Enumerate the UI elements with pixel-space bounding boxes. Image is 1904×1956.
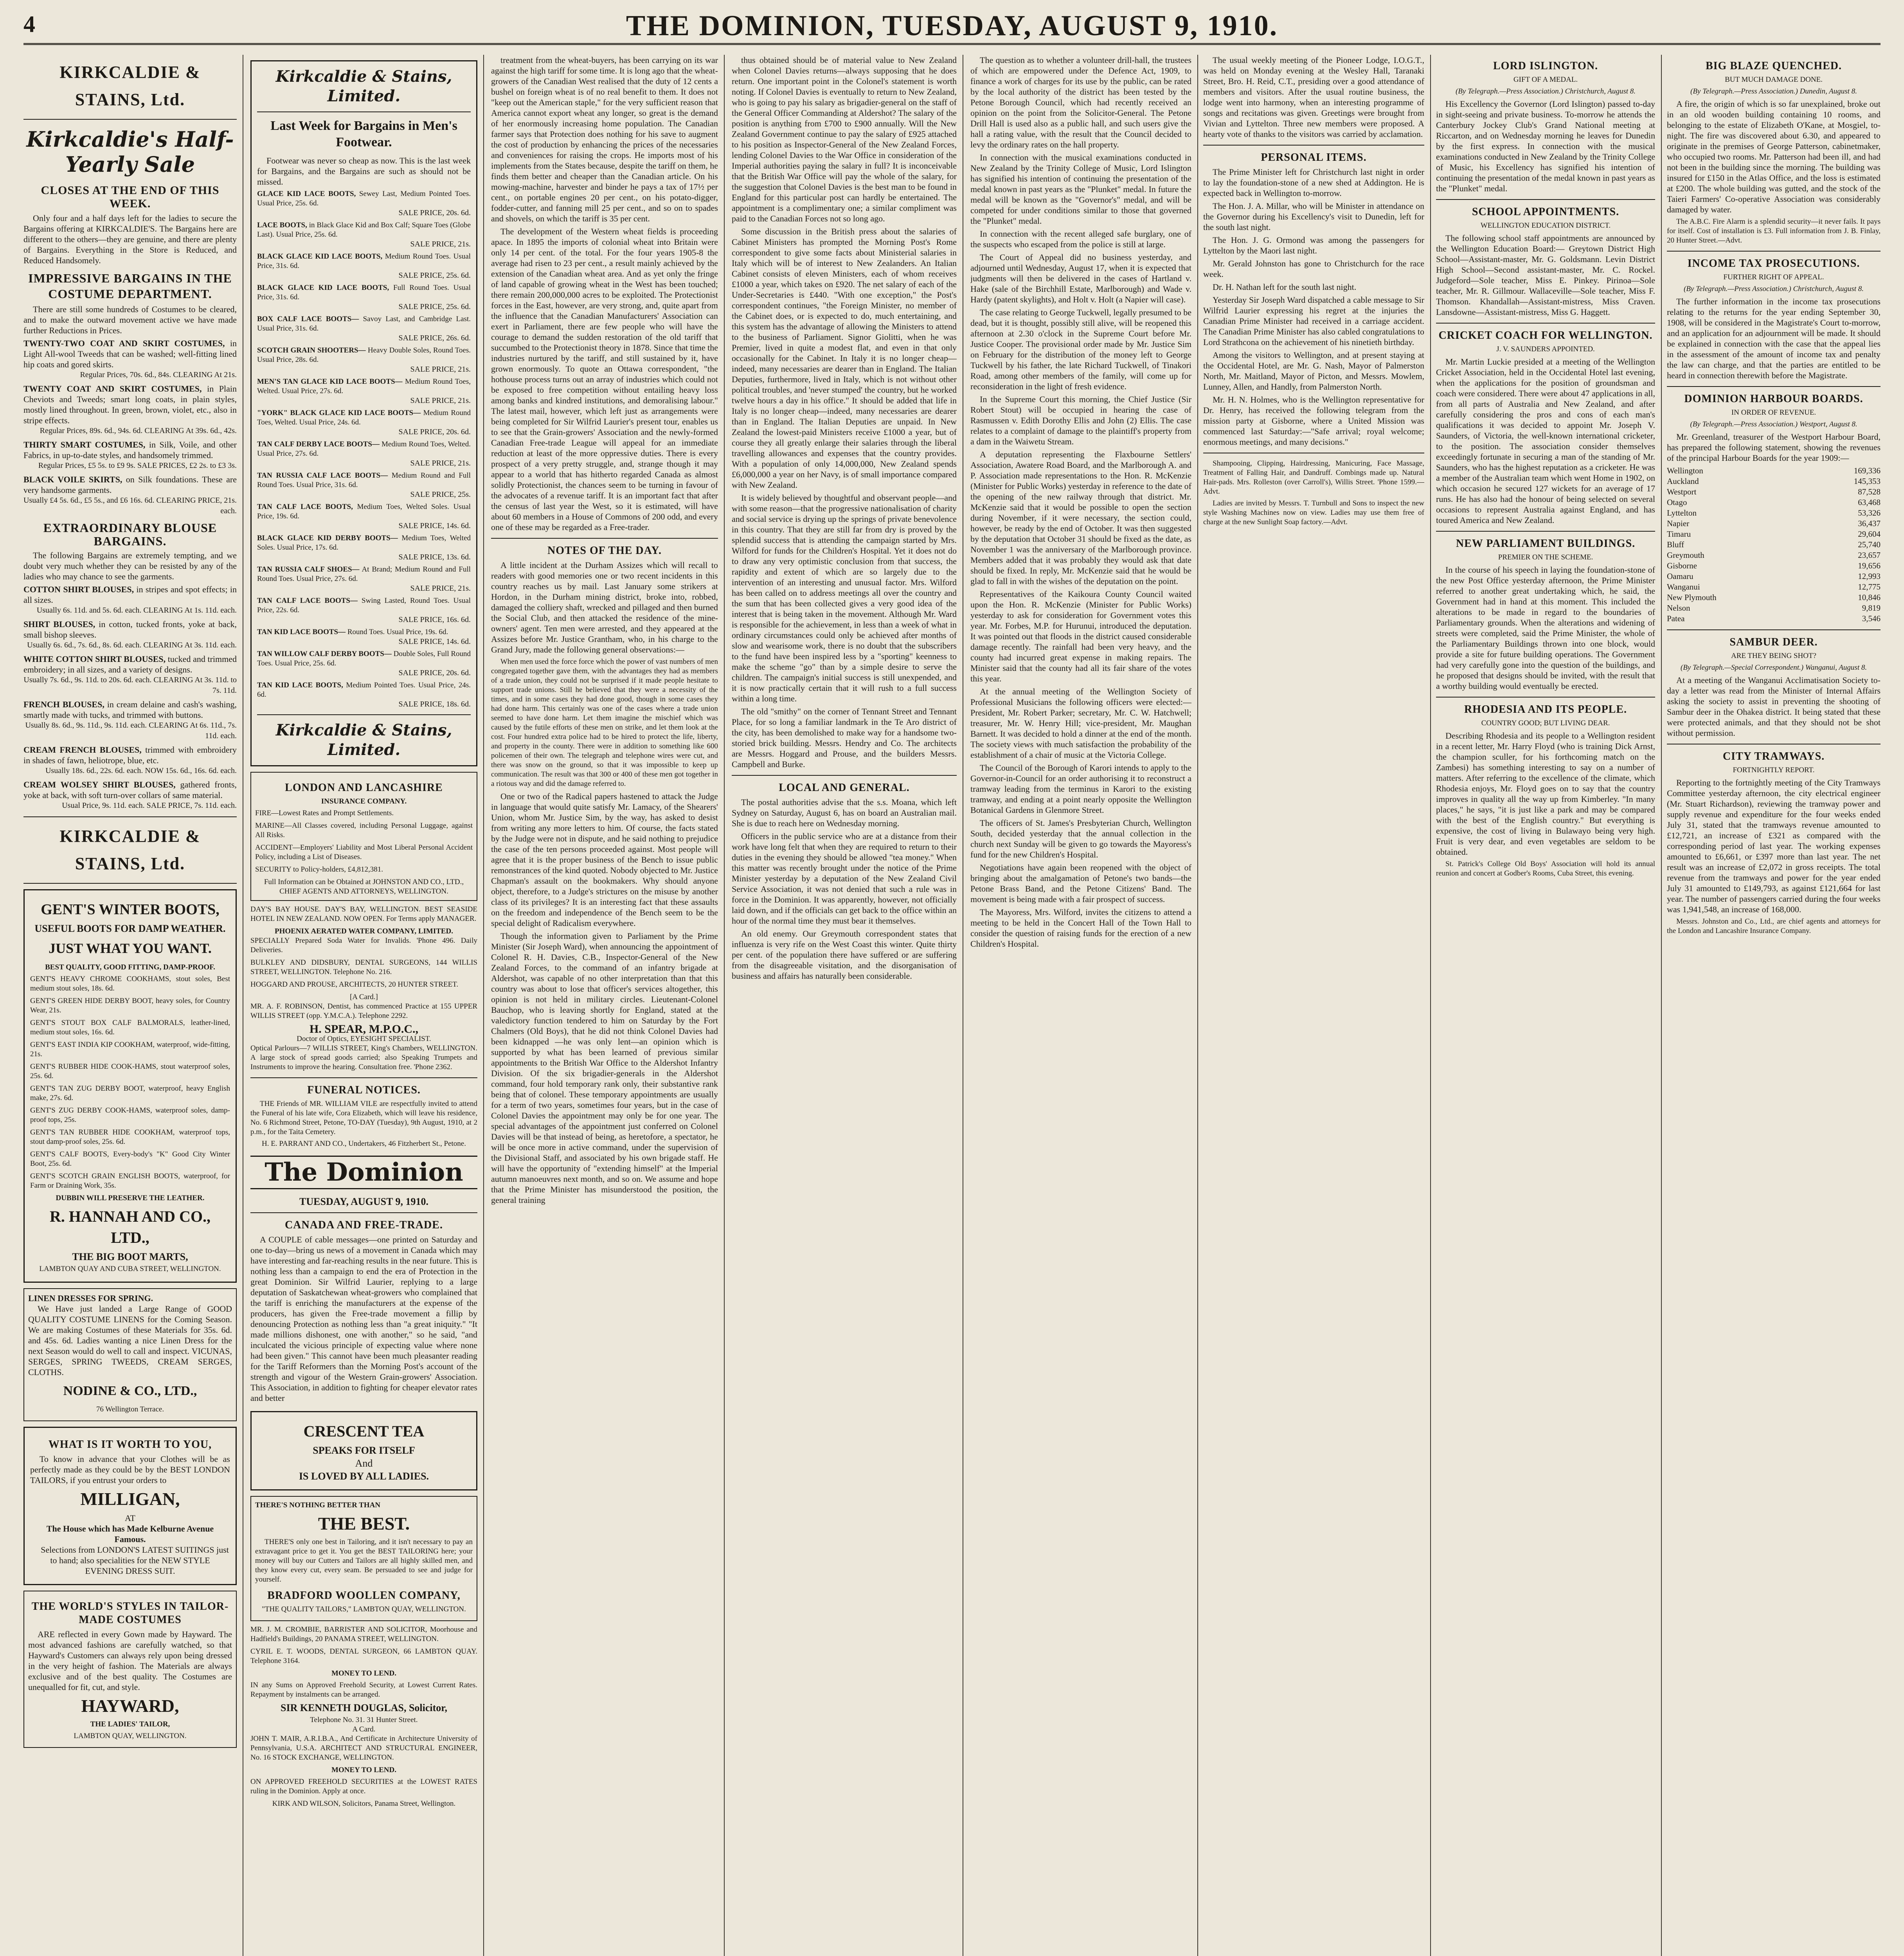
rhodesia-text: Describing Rhodesia and its people to a Wellington resident in a recent letter, Mr. Harry Floyd (who is training Dick Arnst, the champion sculler, for his forthcoming match on the Zambesi) has something interesting to say on a number of matters. After referring to the excellence of the climate, which Rhodesia enjoys, Mr. Floyd goes on to say that the country improves in quality all the way up from Kimberley. "In many places," he says, "it is just like a park and may be compared with the best of the English country." But everything is expensive, the cost of living in Bulawayo being very high. Fruit is very dear, and even vegetables are seldom to be obtained. xyxy=(1436,731,1655,857)
blouse-item: SHIRT BLOUSES, in cotton, tucked fronts, yoke at back, small bishop sleeves. Usually 6s. 6d., 7s. 6d., 8s. 6d. each. CLEARING At 3s. 11d. each. xyxy=(23,619,237,649)
blaze-text: A fire, the origin of which is so far unexplained, broke out in an old wooden building containing 10 rooms, and belonging to the estate of Elizabeth O'Kane, at Mosgiel, to-night. The fire was discovered about 6.30, and appeared to originate in the premises of George Patterson, cabinetmaker, who occupied two rooms. Mr. Patterson had been ill, and had not been in the building since the morning. The building was insured for £150 in the Atlas Office, and the loss is estimated at £200. The whole building was gutted, and the stock of the Taieri Farmers' Co-operative Association was considerably damaged by water. xyxy=(1667,99,1881,214)
column-5 xyxy=(970,55,1191,1956)
sambur-sub: ARE THEY BEING SHOT? xyxy=(1731,652,1816,660)
funeral-heading: FUNERAL NOTICES. xyxy=(307,1084,421,1096)
boots-sub: USEFUL BOOTS FOR DAMP WEATHER. xyxy=(34,923,226,934)
personal-paragraph: The Hon. J. A. Millar, who will be Minister in attendance on the Governor during his Excellency's visit to Dunedin, left for the south last night. xyxy=(1203,201,1424,232)
income-telegraph: (By Telegraph.—Press Association.) Christchurch, August 8. xyxy=(1683,285,1864,293)
parliament-heading: NEW PARLIAMENT BUILDINGS. xyxy=(1456,538,1636,550)
personal-paragraph: Yesterday Sir Joseph Ward dispatched a cable message to Sir Wilfrid Laurier expressing his regret at the injuries the Canadian Prime Minister had received in a carriage accident. The Canadian Prime Minister has also cabled congratulations to Lord Strathcona on the achievement of his ninetieth birthday. xyxy=(1203,295,1424,347)
shoe-item: TAN CALF LACE BOOTS— Swing Lasted, Round Toes. Usual Price, 22s. 6d. SALE PRICE, 16s. 6d. xyxy=(257,597,471,624)
tramways-text: Reporting to the fortnightly meeting of the City Tramways Committee yesterday afternoon, the city electrical engineer (Mr. Stuart Richardson), reviewing the tramway power and supply revenue and expenditure for the four weeks ended July 31, stated that the tramways revenue amounted to £12,721, an increase of £321 as compared with the corresponding period of last year. The working expenses amounted to £6,661, or £397 more than last year. The net result was an increase of £2,072 in gross receipts. The total revenue from the tramways and power for the year ended July 31 amounted to £149,793, as against £121,664 for last year. The number of passengers carried during the four weeks was 1,941,548, an increase of 168,000. xyxy=(1667,778,1881,914)
crescent-tea-ad xyxy=(250,1411,477,1490)
bradford-sub: "THE QUALITY TAILORS," LAMBTON QUAY, WELLINGTON. xyxy=(262,1605,466,1613)
parliament-sub: PREMIER ON THE SCHEME. xyxy=(1498,553,1593,561)
leader-text: A COUPLE of cable messages—one printed on Saturday and one to-day—bring us news of a movement in Canada which may have interesting and far-reaching results in the near future. This is nothing less than a campaign to end the era of Protection in the great Dominion. Sir Wilfrid Laurier, replying to a large deputation of Saskatchewan wheat-growers who complained that the tariff is enriching the manufacturers at the expense of the producers, has given the Free-trade movement a fillip by denouncing Protection as nothing less than "a great iniquity." "It made millions dishonest, one with another," so he said, "and inculcated the vicious principle of expecting value where none had been given." This cannot have been much pleasanter reading for the Tariff Reformers than the Morning Post's account of the strength and vigour of the Western Grain-growers' Association. This Association, in addition to fighting for cheaper elevator rates and better xyxy=(250,1235,477,1403)
shoe-item: TAN CALF DERBY LACE BOOTS— Medium Round Toes, Welted. Usual Price, 27s. 6d. SALE PRICE, 21s. xyxy=(257,440,471,467)
blouse-intro: The following Bargains are extremely tempting, and we doubt very much whether they can be resisted by any of the ladies who may chance to see the garments. xyxy=(23,550,237,581)
personal-paragraph: Mr. H. N. Holmes, who is the Wellington representative for Dr. Henry, has received the following telegram from the mission party at Gisborne, where a United Mission was commenced last Saturday:—"Safe arrival; royal welcome; enormous meetings, and many decisions." xyxy=(1203,395,1424,447)
shoe-item: BOX CALF LACE BOOTS— Savoy Last, and Cambridge Last. Usual Price, 31s. 6d. SALE PRICE, 26s. 6d. xyxy=(257,315,471,342)
leader-continued: treatment from the wheat-buyers, has been carrying on its war against the high tariff for some time. It is long ago that the wheat-growers of the Canadian West realised that the duty of 12 cents a bushel on foreign wheat is of no real benefit to them. It does not "keep out the American staple," for the very sufficient reason that America cannot export wheat any longer, so great is the demand of her enormously increasing home population. The Canadian farmer says that Protection does nothing for his save to augment the cost of production by enhancing the prices of the necessaries and conveniences for raising the crops. He imports most of his implements from the States because, despite the tariff on them, he finds them better and cheaper than the Canadian article. On his mowing-machine, harvester and binder he pays a tax of 17½ per cent., on portable engines 20 per cent., on his potato-digger, fodder-cutter, and fanning mill 25 per cent., and so on to spades and shovels, on which the tariff is 35 per cent. xyxy=(491,55,718,223)
shoe-item: BLACK GLACE KID LACE BOOTS, Full Round Toes. Usual Price, 31s. 6d. SALE PRICE, 25s. 6d. xyxy=(257,284,471,311)
harbour-name: Wellington xyxy=(1667,466,1703,475)
spear-text: Optical Parlours—7 WILLIS STREET, King's Chambers, WELLINGTON. A large stock of spread goods carried; also Speaking Trumpets and Instruments to improve the hearing. Consultation free. 'Phone 2362. xyxy=(250,1044,477,1071)
crescent-sub: SPEAKS FOR ITSELF xyxy=(313,1445,415,1456)
notes-paragraph: One or two of the Radical papers hastened to attack the Judge in language that would quite satisfy Mr. Lamacy, of the Shearers' Union, whom Mr. Justice Sim, by the way, has asked to desist from writing any more letters to him. Of course, the facts stated by the Judge were not in dispute, and he said nothing to prejudice the case of the ten persons proceeded against. Most people will agree that it is the proper business of the Bench to issue public remonstrances of the kind quoted. Nobody objected to Mr. Justice Chapman's assault on the bookmakers. Why should anyone object, therefore, to a Judge's strictures on the misuse by another class of its privileges? It is an interesting fact that these assaults on the freedom and independence of the Bench seem to be the special delight of Radicalism everywhere. xyxy=(491,791,718,928)
kirk-wilson: KIRK AND WILSON, Solicitors, Panama Street, Wellington. xyxy=(272,1800,456,1808)
blouse-heading: EXTRAORDINARY BLOUSE BARGAINS. xyxy=(43,521,217,548)
advert-paragraph: Shampooing, Clipping, Hairdressing, Manicuring, Face Massage, Treatment of Falling Hair, and Dandruff. Combings made up. Natural Hair-pads. Mrs. Rolleston (over Carroll's), Willis Street. 'Phone 1599.—Advt. xyxy=(1203,459,1424,496)
bulkley-ad: BULKLEY AND DIDSBURY, DENTAL SURGEONS, 144 WILLIS STREET, WELLINGTON. Telephone No. 216. xyxy=(250,958,477,976)
harbour-value: 12,993 xyxy=(1858,572,1881,581)
brand-footer: KIRKCALDIE & STAINS, Ltd. xyxy=(59,827,201,873)
milligan-name: MILLIGAN, xyxy=(80,1489,180,1509)
tramways-sub: FORTNIGHTLY REPORT. xyxy=(1733,766,1815,774)
blaze-telegraph: (By Telegraph.—Press Association.) Dunedin, August 8. xyxy=(1690,87,1857,95)
boots-item: GENT'S GREEN HIDE DERBY BOOT, heavy soles, for Country Wear, 21s. xyxy=(30,997,230,1014)
best-text: THERE'S only one best in Tailoring, and it isn't necessary to pay an extravagant price to get it. You get the BEST TAILORING here; your money will buy our Cutters and Tailors are all highly skilled men, and they know every cut, every seam. Be persuaded to see and judge for yourself. xyxy=(255,1538,473,1584)
money-text: IN any Sums on Approved Freehold Security, at Lowest Current Rates. Repayment by instalments can be arranged. xyxy=(250,1681,477,1699)
harbour-telegraph: (By Telegraph.—Press Association.) Westport, August 8. xyxy=(1690,420,1857,428)
money-heading: MONEY TO LEND. xyxy=(331,1669,396,1677)
card-text: MR. A. F. ROBINSON, Dentist, has commenced Practice at 155 UPPER WILLIS STREET (opp. Y.M.C.A.). Telephone 2292. xyxy=(250,1002,477,1020)
phoenix-text: SPECIALLY Prepared Soda Water for Invalids. 'Phone 496. Daily Deliveries. xyxy=(250,937,477,954)
harbour-revenue-table xyxy=(1667,466,1881,624)
milligan-selections: Selections from LONDON'S LATEST SUITINGS just to hand; also specialities for the NEW STYLE EVENING DRESS SUIT. xyxy=(41,1545,229,1576)
harbour-value: 25,740 xyxy=(1858,540,1881,549)
personal-paragraph: The Prime Minister left for Christchurch last night in order to lay the foundation-stone of a new shed at Addington. He is expected back in Wellington to-morrow. xyxy=(1203,167,1424,198)
local-paragraph: The usual weekly meeting of the Pioneer Lodge, I.O.G.T., was held on Monday evening at the Wesley Hall, Taranaki Street, Bro. H. Reid, C.T., presiding over a good attendance of members and visitors. After the usual routine business, the lodge went into harmony, when an interesting programme of songs and recitations was given. Greetings were brought from Vivian and Lyttelton. Three new members were proposed. A hearty vote of thanks to the visitors was carried by acclamation. xyxy=(1203,55,1424,139)
boots-item: GENT'S ZUG DERBY COOK-HAMS, waterproof soles, damp-proof tops, 25s. xyxy=(30,1106,230,1124)
boots-ad xyxy=(23,889,237,1283)
harbour-row xyxy=(1667,613,1881,624)
local-paragraph: In connection with the musical examinations conducted in New Zealand by the Trinity College of Music, Lord Islington has signified his intention of continuing the presentation of the medal known in past years as the "Plunket" medal. In future the medal will be known as the "Governor's" medal, and will be competed for under conditions similar to those that governed the "Plunket" medal. xyxy=(970,153,1191,226)
personal-paragraph: Among the visitors to Wellington, and at present staying at the Occidental Hotel, are Mr. G. Nash, Mayor of Palmerston North, Mr. Maitland, Mayor of Picton, and Messrs. Mowlem, Lunney, Allen, and Handly, from Palmerston North. xyxy=(1203,350,1424,392)
bradford-name: BRADFORD WOOLLEN COMPANY, xyxy=(267,1589,461,1602)
dateline: TUESDAY, AUGUST 9, 1910. xyxy=(299,1196,428,1207)
crescent-loved: IS LOVED BY ALL LADIES. xyxy=(299,1471,429,1482)
harbour-name: New Plymouth xyxy=(1667,593,1717,602)
harbour-value: 169,336 xyxy=(1854,466,1881,475)
bradford-ad xyxy=(250,1496,477,1621)
shoe-item: TAN RUSSIA CALF LACE BOOTS— Medium Round and Full Round Toes. Usual Price, 31s. 6d. SALE PRICE, 25s. xyxy=(257,471,471,499)
tramways-heading: CITY TRAMWAYS. xyxy=(1722,750,1825,762)
crescent-heading: CRESCENT TEA xyxy=(303,1422,425,1440)
douglas-telephone: Telephone No. 31. 31 Hunter Street. xyxy=(310,1716,418,1724)
notes-paragraph: Some discussion in the British press about the salaries of Cabinet Ministers has prompted the Morning Post's Rome correspondent to give some facts about Ministerial salaries in Italy which will be of interest to New Zealanders. An Italian Cabinet consists of eleven Ministers, each of whom receives £1000 a year, which takes on £920. The net salary of each of the Under-Secretaries is £440. "With one exception," the Post's correspondent continues, "the Foreign Minister, no member of the Cabinet does, or is expected to do, much entertaining, and this system has the advantage of allowing the Ministers to attend to the business of Parliament. Signor Giolitti, when he was Premier, lived in quite a modest flat, and even in that only occasionally for the Cabinet. In Italy it is no longer cheap—indeed, many necessaries are dearer than in England. The Italian Deputies, furthermore, lived in Italy, which is not without other political troubles, and 'never stumped' the country, but he worked twelve hours a day in his office." It should be added that life in Italy is no longer cheap—indeed, many necessaries are dearer than in England. The Italian Deputies are unpaid. In New Zealand the lowest-paid Ministers receive £1000 a year, but of course they all greatly enlarge their salaries through the liberal travelling allowances and expenses that the country provides. With a population of only 14,000,000, New Zealand spends £6,000,000 a year on her Navy, is of small importance compared with New Zealand. xyxy=(732,227,957,490)
harbour-row xyxy=(1667,550,1881,561)
islington-telegraph: (By Telegraph.—Press Association.) Christchurch, August 8. xyxy=(1455,87,1636,95)
harbour-value: 53,326 xyxy=(1858,508,1881,518)
hayward-ad xyxy=(23,1591,237,1748)
footwear-ad xyxy=(250,60,477,766)
rhodesia-heading: RHODESIA AND ITS PEOPLE. xyxy=(1464,703,1627,716)
parliament-text: In the course of his speech in laying the foundation-stone of the new Post Office yesterday afternoon, the Prime Minister referred to another great undertaking which, he said, the Government had in hand at this moment. This included the alterations to be made in regard to the boundaries of Parliamentary grounds. When the alterations and widening of streets were completed, said the Prime Minister, the whole of the Parliamentary Buildings thrown into one block, would provide a site for future building operations. The Government had very carefully gone into the question of the buildings, and he proposed that designs should be invited, with the result that a worthy building would eventually be erected. xyxy=(1436,565,1655,691)
shoe-item: TAN RUSSIA CALF SHOES— At Brand; Medium Round and Full Round Toes. Usual Price, 27s. 6d. SALE PRICE, 21s. xyxy=(257,565,471,593)
harbour-row xyxy=(1667,529,1881,539)
column-4 xyxy=(732,55,957,1956)
insurance-sub: INSURANCE COMPANY. xyxy=(321,797,407,805)
sale-intro: Only four and a half days left for the ladies to secure the Bargains offering at KIRKCALDIE'S. The Bargains here are different to the others—they are genuine, and there are plenty of Bargains. Everything in the Store is Reduced, and Reduced Handsomely. xyxy=(23,213,237,265)
best-heading: THE BEST. xyxy=(318,1514,410,1534)
column-3 xyxy=(491,55,718,1956)
boots-tag: JUST WHAT YOU WANT. xyxy=(49,940,212,956)
milligan-ad xyxy=(23,1427,237,1585)
harbour-name: Napier xyxy=(1667,519,1690,528)
boots-item: GENT'S EAST INDIA KIP COOKHAM, waterproof, wide-fitting, 21s. xyxy=(30,1041,230,1058)
local-paragraph: The Court of Appeal did no business yesterday, and adjourned until Wednesday, August 17, when it is expected that judgments will then be delivered in the cases of Hartland v. Hake (sale of the Birchhill Estate, Marlborough) and Wade v. Hardy (patent skylights), and Holt v. Holt (a Napier will case). xyxy=(970,252,1191,304)
sambur-text: At a meeting of the Wanganui Acclimatisation Society to-day a letter was read from the Minister of Internal Affairs asking the society to assist in preventing the shooting of Sambur deer in the Ohakea district. It being stated that these were protected animals, and that they should not be shot without permission. xyxy=(1667,675,1881,738)
milligan-text: To know in advance that your Clothes will be as perfectly made as they could be by the BEST LONDON TAILORS, if you entrust your orders to xyxy=(30,1454,230,1485)
local-paragraph: A deputation representing the Flaxbourne Settlers' Association, Awatere Road Board, and the Marlborough A. and P. Association made representations to the Hon. R. McKenzie (Minister for Public Works) yesterday in reference to the date of the opening of the new railway through that district. Mr. McKenzie said that it would be possible to open the section during November, if it were necessary, the section could, however, be ready by the end of October. It was then suggested by the deputation that October 31 should be fixed as the date, as November 1 was the anniversary of the Marlborough province. Members added that it was probably they would ask that date should be fixed. In reply, Mr. McKenzie said that he would be glad to fall in with the wishes of the deputation on the point. xyxy=(970,449,1191,586)
notes-quote: When men used the force force which the power of vast numbers of men congregated together gave them, with the advantages they had as members of a trade union, they could not be surprised if it made people hesitate to support trade unions. Still he believed that they were a necessity of the times, and in some cases they had done good, though in some cases they had done harm. This certainly was one of the cases where a trade union seemed to have done harm. Let them imagine the mischief which was caused by the futile efforts of these men on strike, and let them look at the cost. Four hundred extra police had to be hired to protect the life, liberty, and property in the county. There were in addition to something like 600 policemen of their own. The telegraph and telephone wires were cut, and there was snow on the ground, so that it was impossible to keep up communication. The result was that 300 or 400 of these men got together in a riotous way and did the damage referred to. xyxy=(491,658,718,788)
insurance-ad xyxy=(250,772,477,901)
local-paragraph: An old enemy. Our Greymouth correspondent states that influenza is very rife on the West Coast this winter. Quite thirty per cent. of the population there have suffered or are suffering from the disagreeable visitation, and the disorganisation of business and affairs has naturally been considerable. xyxy=(732,929,957,981)
hayward-sub: THE LADIES' TAILOR, xyxy=(90,1720,170,1728)
crescent-and: And xyxy=(355,1458,373,1469)
hoggard-ad: HOGGARD AND PROUSE, ARCHITECTS, 20 HUNTER STREET. xyxy=(250,980,459,989)
funeral-text: THE Friends of MR. WILLIAM VILE are respectfully invited to attend the Funeral of his late wife, Cora Elizabeth, which will leave his residence, No. 6 Richmond Street, Petone, TO-DAY (Tuesday), 9th August, 1910, at 2 p.m., for the Taita Cemetery. xyxy=(250,1100,477,1136)
milligan-heading: WHAT IS IT WORTH TO YOU, xyxy=(48,1438,212,1451)
sambur-telegraph: (By Telegraph.—Special Correspondent.) Wanganui, August 8. xyxy=(1680,663,1867,672)
harbour-value: 36,437 xyxy=(1858,519,1881,528)
personal-paragraph: Mr. Gerald Johnston has gone to Christchurch for the race week. xyxy=(1203,259,1424,279)
harbour-value: 10,846 xyxy=(1858,593,1881,602)
harbour-name: Nelson xyxy=(1667,603,1690,613)
sale-title: Kirkcaldie's Half-Yearly Sale xyxy=(26,127,234,177)
costume-intro: There are still some hundreds of Costumes to be cleared, and to make the outward movement active we have made further Reductions in Prices. xyxy=(23,304,237,335)
card-2-heading: A Card. xyxy=(352,1725,376,1733)
boots-item: GENT'S RUBBER HIDE COOK-HAMS, stout waterproof soles, 25s. 6d. xyxy=(30,1062,230,1080)
column-8 xyxy=(1667,55,1881,1956)
footwear-intro: Footwear was never so cheap as now. This is the last week for Bargains, and the Bargains are such as should not be missed. xyxy=(257,156,471,187)
hannah-sub: THE BIG BOOT MARTS, xyxy=(72,1251,188,1262)
boots-item: GENT'S TAN ZUG DERBY BOOT, waterproof, heavy English make, 27s. 6d. xyxy=(30,1084,230,1102)
shoe-item: TAN CALF LACE BOOTS, Medium Toes, Welted Soles. Usual Price, 19s. 6d. SALE PRICE, 14s. 6d. xyxy=(257,503,471,530)
rhodesia-sub: COUNTRY GOOD; BUT LIVING DEAR. xyxy=(1481,719,1610,727)
college-notice: St. Patrick's College Old Boys' Association will hold its annual reunion and concert at Godber's Rooms, Cuba Street, this evening. xyxy=(1436,860,1655,877)
harbour-sub: IN ORDER OF REVENUE. xyxy=(1731,408,1816,417)
masthead xyxy=(23,8,1881,45)
costume-heading: IMPRESSIVE BARGAINS IN THE COSTUME DEPARTMENT. xyxy=(28,271,232,301)
column-2 xyxy=(250,55,477,1956)
column-rule xyxy=(1197,55,1198,1956)
income-sub: FURTHER RIGHT OF APPEAL. xyxy=(1723,273,1824,281)
sale-closes: CLOSES AT THE END OF THIS WEEK. xyxy=(41,184,220,210)
shoe-item: SCOTCH GRAIN SHOOTERS— Heavy Double Soles, Round Toes. Usual Price, 28s. 6d. SALE PRICE, 21s. xyxy=(257,346,471,374)
local-paragraph: The postal authorities advise that the s.s. Moana, which left Sydney on Saturday, August 6, has on board an Australian mail. She is due to reach here on Wednesday morning. xyxy=(732,797,957,828)
column-1 xyxy=(23,55,237,1956)
hannah-address: LAMBTON QUAY AND CUBA STREET, WELLINGTON. xyxy=(39,1265,221,1273)
column-rule xyxy=(483,55,484,1956)
notes-paragraph: Though the information given to Parliament by the Prime Minister (Sir Joseph Ward), when announcing the appointment of Colonel R. H. Davies, C.B., Inspector-General of the New Zealand Forces, to the command of an infantry brigade at Aldershot, was capable of no other interpretation than that this country was about to lose that officer's services altogether, this opinion is not held in military circles. Lieutenant-Colonel Bauchop, who is leaving shortly for England, stated at the valedictory function tendered to him on Saturday by the Fort Chalmers (Old Boys), that he did not think Colonel Davies had been kidnapped —he was only lent—an opinion which is supported by what has been learned of previous similar appointments to the British War Office to the Aldershot Infantry Division. Of the six brigadier-generals in the Aldershot command, four hold temporary rank only, their substantive rank being that of colonel. These temporary appointments are usually for a term of two years, sometimes four years, but in the case of Colonel Davies the appointment may only be for one year. The special advantages of the appointment just conferred on Colonel Davies will be that instead of being, as heretofore, a spectator, he will be once more in active command, under the supervision of the Divisional Staff, and associated by his own brigade staff. He will have the opportunity of "extending himself" at the Imperial autumn manoeuvres next month, and so on. We assume and hope that the Prime Minister has misunderstood the position, the general training xyxy=(491,931,718,1205)
harbour-row xyxy=(1667,582,1881,592)
local-paragraph: In the Supreme Court this morning, the Chief Justice (Sir Robert Stout) will be occupied in hearing the case of Rasmussen v. Edith Dorothy Ellis and John (2) Ellis. The case relates to a complaint of damage to the plaintiff's property from a dam in the Waiwetu Stream. xyxy=(970,394,1191,446)
column-rule xyxy=(1661,55,1662,1956)
worlds-text: ARE reflected in every Gown made by Hayward. The most advanced fashions are carefully watched, so that Hayward's Customers can always rely upon being dressed in the very height of fashion. The Materials are always exclusive and of the best quality. The Costumes are unequalled for fit, cut, and style. xyxy=(28,1629,232,1692)
harbour-row xyxy=(1667,497,1881,508)
spear-sub: Doctor of Optics, EYESIGHT SPECIALIST. xyxy=(297,1035,431,1043)
cricket-heading: CRICKET COACH FOR WELLINGTON. xyxy=(1438,329,1653,342)
harbour-value: 19,656 xyxy=(1858,561,1881,570)
insurance-line: FIRE—Lowest Rates and Prompt Settlements. xyxy=(255,809,394,817)
harbour-row xyxy=(1667,508,1881,518)
local-paragraph: Officers in the public service who are at a distance from their work have long felt that when they are required to return to their duties in the evening they should be allowed "tea money." When this matter was recently brought under the notice of the Prime Minister yesterday by a deputation of the New Zealand Civil Service Association, it was not denied that such a rule was in force in the Dominion. It was apparently, however, not officially laid down, and if the officials can get back to the office within an hour of the normal time they must bear it themselves. xyxy=(732,831,957,926)
brand-footer-2: Kirkcaldie & Stains, Limited. xyxy=(275,721,452,759)
notes-continued: thus obtained should be of material value to New Zealand when Colonel Davies returns—always supposing that he does return. One important point in the Colonel's statement is worth noting. If Colonel Davies is eventually to return to New Zealand, who is going to pay his salary as brigadier-general on the staff of the General Officer Commanding at Aldershot? The salary of the position is anything from £700 to £900 annually. Will the New Zealand Government continue to pay the salary of £925 attached to his position as Inspector-General of the New Zealand Forces, lending Colonel Davies to the War Office in consideration of the Imperial authorities paying the salary in full? It is inconceivable that the British War Office will pay the whole of the salary, for the suggestion that Colonel Davies is the best man to be found in England for this particular post can hardly be entertained. The appointment is a complimentary one; a similar compliment was paid to the Canadian Forces not so long ago. xyxy=(732,55,957,223)
hayward-name: HAYWARD, xyxy=(81,1696,179,1716)
local-paragraph: The Council of the Borough of Karori intends to apply to the Governor-in-Council for an order authorising it to reconstruct a tramway leading from the terminus in Karori to the existing tramway, and ending at a point nearly opposite the Wellington Botanical Gardens in Glenmore Street. xyxy=(970,763,1191,815)
douglas-name: SIR KENNETH DOUGLAS, Solicitor, xyxy=(281,1702,447,1713)
harbour-row xyxy=(1667,518,1881,529)
shoe-item: LACE BOOTS, in Black Glace Kid and Box Calf; Square Toes (Globe Last). Usual Price, 25s. 6d. SALE PRICE, 21s. xyxy=(257,221,471,248)
costume-item: TWENTY-TWO COAT AND SKIRT COSTUMES, in Light All-wool Tweeds that can be washed; well-fitting lined hip coats and gored skirts. Regular Prices, 70s. 6d., 84s. CLEARING At 21s. xyxy=(23,338,237,379)
linen-text: We Have just landed a Large Range of GOOD QUALITY COSTUME LINENS for the Coming Season. We are making Costumes of these Materials for 35s. 6d. and 45s. 6d. Ladies wanting a nice Linen Dress for the next Season would do well to call and inspect. VICUNAS, SERGES, SPRING TWEEDS, CREAM SERGES, CLOTHS. xyxy=(28,1304,232,1377)
personal-paragraph: The Hon. J. G. Ormond was among the passengers for Lyttelton by the Maori last night. xyxy=(1203,235,1424,255)
sambur-heading: SAMBUR DEER. xyxy=(1729,636,1818,648)
islington-heading: LORD ISLINGTON. xyxy=(1493,60,1598,72)
boots-quality: BEST QUALITY, GOOD FITTING, DAMP-PROOF. xyxy=(45,963,215,971)
brand-heading: KIRKCALDIE & STAINS, Ltd. xyxy=(59,63,201,109)
days-bay-ad: DAY'S BAY HOUSE. DAY'S BAY, WELLINGTON. BEST SEASIDE HOTEL IN NEW ZEALAND. NOW OPEN. For Terms apply MANAGER. xyxy=(250,905,477,923)
harbour-name: Auckland xyxy=(1667,476,1699,486)
notes-paragraph: The old "smithy" on the corner of Tennant Street and Tennant Place, for so long a familiar landmark in the Te Aro district of the city, has been demolished to make way for a handsome two-storied brick building. Messrs. Hendry and Co. The architects are Messrs. Hoggard and Prouse, and the builders Messrs. Campbell and Burke. xyxy=(732,707,957,769)
boots-footer: DUBBIN WILL PRESERVE THE LEATHER. xyxy=(56,1194,205,1202)
advert-paragraph: Ladies are invited by Messrs. T. Turnbull and Sons to inspect the new style Washing Machines now on view. Ladies may use them free of charge at the new Sunlight Soap factory.—Advt. xyxy=(1203,499,1424,526)
cricket-sub: J. V. SAUNDERS APPOINTED. xyxy=(1496,345,1595,353)
harbour-name: Oamaru xyxy=(1667,572,1693,581)
local-paragraph: The officers of St. James's Presbyterian Church, Wellington South, decided yesterday that the annual collection in the church next Sunday will be given to go towards the Mayoress's fund for the new Children's Hospital. xyxy=(970,818,1191,859)
fire-alarm-advert: The A.B.C. Fire Alarm is a splendid security—it never fails. It pays for itself. Cost of installation is £3. Full information from J. B. Finlay, 20 Hunter Street.—Advt. xyxy=(1667,218,1881,244)
local-paragraph: The question as to whether a volunteer drill-hall, the trustees of which are empowered under the Defence Act, 1909, to finance a work of charges for its use by the public, can be rated by the local authority of the district has been tested by the Petone Borough Council, which had recently received an opinion on the point from the Solicitor-General. The Petone Drill Hall is used also as a public hall, and such users give the hall a rating value, with the result that the Council decided to levy the ordinary rates on the hall property. xyxy=(970,55,1191,149)
costume-item: BLACK VOILE SKIRTS, on Silk foundations. These are very handsome garments. Usually £4 5s. 6d., £5 5s., and £6 16s. 6d. CLEARING PRICE, 21s. each. xyxy=(23,475,237,515)
local-paragraph: At the annual meeting of the Wellington Society of Professional Musicians the following officers were elected:—President, Mr. Robert Parker; secretary, Mr. C. W. Hatchwell; treasurer, Mr. W. Henry Hill; vice-president, Mr. Maughan Barnett. It was decided to hold a dinner at the end of the month. The society views with much satisfaction the probability of the establishment of a chair of music at the Victoria College. xyxy=(970,687,1191,760)
shoe-item: TAN WILLOW CALF DERBY BOOTS— Double Soles, Full Round Toes. Usual Price, 25s. 6d. SALE PRICE, 20s. 6d. xyxy=(257,650,471,677)
insurance-heading: LONDON AND LANCASHIRE xyxy=(285,782,443,794)
harbour-value: 12,775 xyxy=(1858,582,1881,591)
card-heading: [A Card.] xyxy=(350,993,378,1001)
harbour-name: Timaru xyxy=(1667,529,1691,539)
newspaper-title: THE DOMINION, TUESDAY, AUGUST 9, 1910. xyxy=(626,10,1278,42)
johnston-notice: Messrs. Johnston and Co., Ltd., are chief agents and attorneys for the London and Lancashire Insurance Company. xyxy=(1667,917,1881,935)
harbour-name: Gisborne xyxy=(1667,561,1697,570)
income-text: The further information in the income tax prosecutions relating to the returns for the year ending September 30, 1908, will be considered in the Magistrate's Court to-morrow, and an application for an adjournment will be made. It should be explained in connection with the case that the appeal lies in the assessment of the amount of income tax and penalty the law can charge, and that the parties are entitled to be heard in connection therewith before the Magistrate. xyxy=(1667,297,1881,380)
harbour-value: 23,657 xyxy=(1858,550,1881,560)
harbour-name: Westport xyxy=(1667,487,1697,496)
dominion-flag: The Dominion xyxy=(250,1156,477,1189)
local-paragraph: The Mayoress, Mrs. Wilford, invites the citizens to attend a meeting to be held in the Concert Hall of the Town Hall to consider the question of raising funds for the erection of a new Children's Hospital. xyxy=(970,907,1191,949)
harbour-value: 29,604 xyxy=(1858,529,1881,539)
boots-item: GENT'S CALF BOOTS, Every-body's "K" Good City Winter Boot, 25s. 6d. xyxy=(30,1150,230,1168)
mair-ad: JOHN T. MAIR, A.R.I.B.A., And Certificate in Architecture University of Pennsylvania, U.S.A. ARCHITECT AND STRUCTURAL ENGINEER, No. 16 STOCK EXCHANGE, WELLINGTON. xyxy=(250,1735,477,1762)
notes-paragraph: A little incident at the Durham Assizes which will recall to readers with good memories one or two recent incidents in this country reaches us by mail. Last January some strikers at Hordon, in the Durham mining district, broke into, robbed, damaged the colliery shaft, wrecked and pillaged and then burned the Social Club, and then attacked the residence of the mine-owners' agent. Ten men were arrested, and they appeared at the Assizes before Mr. Justice Grantham, who, in his charge to the Grand Jury, made the following general observations:— xyxy=(491,560,718,654)
hannah-name: R. HANNAH AND CO., LTD., xyxy=(49,1208,211,1246)
harbour-row xyxy=(1667,539,1881,550)
harbour-row xyxy=(1667,466,1881,476)
personal-heading: PERSONAL ITEMS. xyxy=(1261,151,1367,164)
column-6 xyxy=(1203,55,1424,1956)
harbour-row xyxy=(1667,571,1881,582)
boots-item: GENT'S SCOTCH GRAIN ENGLISH BOOTS, waterproof, for Farm or Draining Work, 35s. xyxy=(30,1172,230,1190)
harbour-name: Greymouth xyxy=(1667,550,1704,560)
harbour-name: Otago xyxy=(1667,498,1687,507)
insurance-line: ACCIDENT—Employers' Liability and Most Liberal Personal Accident Policy, including a List of Diseases. xyxy=(255,843,473,861)
leader-heading: CANADA AND FREE-TRADE. xyxy=(285,1219,443,1231)
linen-ad xyxy=(23,1288,237,1421)
insurance-info: Full Information can be Obtained at JOHNSTON AND CO., LTD., CHIEF AGENTS AND ATTORNEYS, WELLINGTON. xyxy=(264,878,464,895)
costume-item: THIRTY SMART COSTUMES, in Silk, Voile, and other Fabrics, in up-to-date styles, and handsomely trimmed. Regular Prices, £5 5s. to £9 9s. SALE PRICES, £2 2s. to £3 3s. xyxy=(23,440,237,470)
milligan-house: The House which has Made Kelburne Avenue Famous. xyxy=(46,1524,214,1544)
milligan-at: AT xyxy=(125,1513,135,1523)
harbour-name: Wanganui xyxy=(1667,582,1700,591)
boots-item: GENT'S STOUT BOX CALF BALMORALS, leather-lined, medium stout soles, 16s. 6d. xyxy=(30,1019,230,1036)
harbour-value: 87,528 xyxy=(1858,487,1881,496)
blaze-heading: BIG BLAZE QUENCHED. xyxy=(1705,60,1842,72)
harbour-value: 63,468 xyxy=(1858,498,1881,507)
islington-text: His Excellency the Governor (Lord Islington) passed to-day in sight-seeing and private business. To-morrow he attends the Canterbury Jockey Club's Grand National meeting at Riccarton, and on Wednesday morning he leaves for Dunedin by the first express. In connection with the musical examinations conducted in New Zealand by the Trinity College of Music, his Excellency has signified his intention of continuing the presentation of the medal known in past years as the "Plunket" medal. xyxy=(1436,99,1655,193)
harbour-row xyxy=(1667,476,1881,487)
harbour-row xyxy=(1667,487,1881,497)
column-rule xyxy=(724,55,725,1956)
spear-name: H. SPEAR, M.P.O.C., xyxy=(309,1023,419,1036)
harbour-value: 3,546 xyxy=(1862,614,1881,623)
brand-heading-2: Kirkcaldie & Stains, Limited. xyxy=(275,67,452,105)
local-heading: LOCAL AND GENERAL. xyxy=(779,782,910,794)
boots-title: GENT'S WINTER BOOTS, xyxy=(41,901,220,918)
blouse-item: CREAM WOLSEY SHIRT BLOUSES, gathered fronts, yoke at back, with soft turn-over collars of same material. Usual Price, 9s. 11d. each. SALE PRICE, 7s. 11d. each. xyxy=(23,780,237,810)
harbour-row xyxy=(1667,561,1881,571)
shoe-item: TAN KID LACE BOOTS— Round Toes. Usual Price, 19s. 6d. SALE PRICE, 14s. 6d. xyxy=(257,628,471,646)
harbour-name: Lyttelton xyxy=(1667,508,1697,518)
worlds-heading: THE WORLD'S STYLES IN TAILOR-MADE COSTUMES xyxy=(31,1600,229,1626)
harbour-name: Patea xyxy=(1667,614,1685,623)
nodine-address: 76 Wellington Terrace. xyxy=(96,1405,164,1413)
harbour-name: Bluff xyxy=(1667,540,1684,549)
local-paragraph: The case relating to George Tuckwell, legally presumed to be dead, but it is thought, possibly still alive, will be reopened this afternoon at 2.30 o'clock in the Supreme Court before Mr. Justice Cooper. The provisional order made by Mr. Justice Sim on February for the distribution of the money left to George Tuckwell by his father, the late Richard Tuckwell, of Tinakori Road, among other members of the family, will come up for reconsideration in the light of fresh evidence. xyxy=(970,307,1191,391)
shoe-item: BLACK GLACE KID LACE BOOTS, Medium Round Toes. Usual Price, 31s. 6d. SALE PRICE, 25s. 6d. xyxy=(257,252,471,280)
school-sub: WELLINGTON EDUCATION DISTRICT. xyxy=(1480,221,1611,230)
money-2-text: ON APPROVED FREEHOLD SECURITIES at the LOWEST RATES ruling in the Dominion. Apply at once. xyxy=(250,1778,477,1795)
harbour-value: 9,819 xyxy=(1862,603,1881,613)
hayward-address: LAMBTON QUAY, WELLINGTON. xyxy=(74,1732,187,1740)
money-2-heading: MONEY TO LEND. xyxy=(331,1766,396,1774)
insurance-line: MARINE—All Classes covered, including Personal Luggage, against All Risks. xyxy=(255,822,473,839)
shoe-item: "YORK" BLACK GLACE KID LACE BOOTS— Medium Round Toes, Welted. Usual Price, 24s. 6d. SALE PRICE, 20s. 6d. xyxy=(257,409,471,436)
blouse-item: CREAM FRENCH BLOUSES, trimmed with embroidery in shades of fawn, heliotrope, blue, etc. Usually 18s. 6d., 22s. 6d. each. NOW 15s. 6d., 16s. 6d. each. xyxy=(23,745,237,775)
local-paragraph: In connection with the recent alleged safe burglary, one of the suspects who escaped from the police is still at large. xyxy=(970,229,1191,249)
local-paragraph: Negotiations have again been reopened with the object of bringing about the amalgamation of Petone's two bands—the Petone Brass Band, and the Petone Citizens' Band. The movement is being made with a fair prospect of success. xyxy=(970,863,1191,904)
islington-sub: GIFT OF A MEDAL. xyxy=(1513,76,1578,84)
nothing-heading: THERE'S NOTHING BETTER THAN xyxy=(255,1501,381,1509)
woods-ad: CYRIL E. T. WOODS, DENTAL SURGEON, 66 LAMBTON QUAY. Telephone 3164. xyxy=(250,1647,477,1665)
boots-item: GENT'S HEAVY CHROME COOKHAMS, stout soles, Best medium stout soles, 18s. 6d. xyxy=(30,975,230,992)
shoe-item: BLACK GLACE KID DERBY BOOTS— Medium Toes, Welted Soles. Usual Price, 17s. 6d. SALE PRICE, 13s. 6d. xyxy=(257,534,471,561)
cricket-text: Mr. Martin Luckie presided at a meeting of the Wellington Cricket Association, held in the Occidental Hotel last evening, when the applications for the position of groundsman and coach were considered. There were about 47 applications in all, from all parts of Australia and New Zealand, and after carefully considering the pros and cons of each man's qualifications it was decided to appoint Mr. Joseph V. Saunders, of Victoria, the well-known international cricketer, to the position. The association consider themselves exceedingly fortunate in securing a man of the standing of Mr. Saunders, who has the highest reputation as a cricketer. He was a member of the Australian team which went Home in 1902, on which occasion he secured 127 wickets for an average of 17 runs. He has also had the honour of being selected on several occasions to represent Australia against England, and has toured America and New Zealand. xyxy=(1436,357,1655,525)
page-number: 4 xyxy=(23,11,35,37)
shoe-item: TAN KID LACE BOOTS, Medium Pointed Toes. Usual Price, 24s. 6d. SALE PRICE, 18s. 6d. xyxy=(257,681,471,708)
school-heading: SCHOOL APPOINTMENTS. xyxy=(1472,206,1620,218)
harbour-row xyxy=(1667,592,1881,603)
income-heading: INCOME TAX PROSECUTIONS. xyxy=(1687,257,1860,270)
nodine-name: NODINE & CO., LTD., xyxy=(63,1384,197,1398)
blaze-sub: BUT MUCH DAMAGE DONE. xyxy=(1725,76,1823,84)
footwear-heading: Last Week for Bargains in Men's Footwear. xyxy=(270,119,457,149)
phoenix-name: PHOENIX AERATED WATER COMPANY, LIMITED. xyxy=(274,927,454,935)
leader-paragraph: The development of the Western wheat fields is proceeding apace. In 1895 the imports of colonial wheat into Britain were only 14 per cent. of the total. For the four years 1905-8 the average had risen to 23 per cent., a result mainly achieved by the extension of the Canadian wheat area. And as yet only the fringe of land capable of growing wheat in the West has been touched; there remain 200,000,000 acres to be exploited. The Protectionist forces in the East, however, are very strong, and, quite apart from the influence that the Canadian Manufacturers' Association can exert in Parliament, there are few people who will have the courage to demand the sudden restoration of the old tariff that succumbed to the Protectionist theory in 1878. Since that time the industries nurtured by the tariff, and still sustained by it, have grown enormously. To quote an Ottawa correspondent, "the hothouse process turns out an array of industries which could not be exposed to free competition without entailing heavy loss among banks and kindred institutions, and demoralising labour." The latest mail, however, which left just as arrangements were being completed for Sir Wilfrid Laurier's present tour, enables us to see that the Grain-growers' Association and the newly-formed Canadian Free-trade League will appeal for an immediate reduction at least of the more oppressive duties. There is every prospect of a very pretty struggle, and, strange though it may appear to a world that has hitherto regarded Canada as almost solidly Protectionist, the chances seem to be turning in favour of the advocates of a revenue tariff. It is an important fact that after the census of last year the West, so it is estimated, will have about 60 members in a House of Commons of 200 odd, and every one of these may be regarded as a Free-trader. xyxy=(491,227,718,532)
shoe-item: GLACE KID LACE BOOTS, Sewey Last, Medium Pointed Toes. Usual Price, 25s. 6d. SALE PRICE, 20s. 6d. xyxy=(257,190,471,217)
costume-item: TWENTY COAT AND SKIRT COSTUMES, in Plain Cheviots and Tweeds; smart long coats, in plain styles, mostly lined throughout. In green, brown, violet, etc., also in stripe effects. Regular Prices, 89s. 6d., 94s. 6d. CLEARING At 39s. 6d., 42s. xyxy=(23,384,237,435)
blouse-item: COTTON SHIRT BLOUSES, in stripes and spot effects; in all sizes. Usually 6s. 11d. and 5s. 6d. each. CLEARING At 1s. 11d. each. xyxy=(23,584,237,615)
notes-heading: NOTES OF THE DAY. xyxy=(547,545,662,557)
blouse-item: FRENCH BLOUSES, in cream delaine and cash's washing, smartly made with tucks, and trimmed with buttons. Usually 8s. 6d., 9s. 11d., 9s. 11d. each. CLEARING At 6s. 11d., 7s. 11d. each. xyxy=(23,699,237,740)
local-paragraph: Representatives of the Kaikoura County Council waited upon the Hon. R. McKenzie (Minister for Public Works) yesterday to ask for consideration for Government votes this year. Mr. Forbes, M.P. for Hurunui, introduced the deputation. It was pointed out that floods in the district caused considerable damage recently. The rainfall had been very heavy, and the county had incurred great expense in making repairs. The Minister said that the county had all its fair share of the votes this year. xyxy=(970,589,1191,683)
school-text: The following school staff appointments are announced by the Wellington Education Board:— Greytown District High School—Assistant-master, Mr. G. Goldsmann. Levin District High School—Second assistant-master, Mr. C. Rockel. Judgeford—Sole teacher, Miss E. Pinkey. Pirinoa—Sole teacher, Mr. R. Gillmour. Wallaceville—Sole teacher, Miss F. Thomson. Khandallah—Assistant-mistress, Miss Craven. Lansdowne—Assistant-mistress, Miss G. Haggett. xyxy=(1436,233,1655,317)
funeral-signature: H. E. PARRANT AND CO., Undertakers, 46 Fitzherbert St., Petone. xyxy=(262,1140,466,1148)
shoe-item: MEN'S TAN GLACE KID LACE BOOTS— Medium Round Toes, Welted. Usual Price, 27s. 6d. SALE PRICE, 21s. xyxy=(257,378,471,405)
blouse-item: WHITE COTTON SHIRT BLOUSES, tucked and trimmed embroidery; in all sizes, and a variety of designs. Usually 7s. 6d., 9s. 11d. to 20s. 6d. each. CLEARING At 3s. 11d. to 7s. 11d. xyxy=(23,654,237,695)
crombie-ad: MR. J. M. CROMBIE, BARRISTER AND SOLICITOR, Moorhouse and Hadfield's Buildings, 20 PANAMA STREET, WELLINGTON. xyxy=(250,1625,477,1643)
harbour-text: Mr. Greenland, treasurer of the Westport Harbour Board, has prepared the following statement, showing the revenues of the principal Harbour Boards for the year 1909:— xyxy=(1667,432,1881,463)
column-rule xyxy=(1430,55,1431,1956)
harbour-heading: DOMINION HARBOUR BOARDS. xyxy=(1684,393,1863,405)
notes-paragraph: It is widely believed by thoughtful and observant people—and with some reason—that the progressive nationalisation of charity and social service is drying up the springs of private benevolence in this country. That they are still far from dry is proved by the splendid success that is attending the campaign started by Mrs. Wilford for funds for the Children's Hospital. Yet it does not do to draw any very optimistic conclusion from that success, the rapidity and extent of which are so largely due to the intervention of an interesting and unusual factor. Mrs. Wilford has been called on to address meetings all over the country and the sum that has been collected gives a very good idea of the interest that is being taken in the movement. Although Mr. Ward is responsible for the achievement, in less than a week of what in ordinary circumstances could only be achieved after months of slow and wearisome work, there is no doubt that the subscribers to the fund have been inspired less by a "sporting" keenness to make the scheme "go" than by a simple desire to serve the children. The campaign's initial success is still unexpended, and it is now practically certain that it will rush to a full success within a long time. xyxy=(732,493,957,703)
boots-item: GENT'S TAN RUBBER HIDE COOKHAM, waterproof tops, stout damp-proof soles, 25s. 6d. xyxy=(30,1128,230,1146)
linen-heading: LINEN DRESSES FOR SPRING. xyxy=(28,1293,153,1303)
insurance-line: SECURITY to Policy-holders, £4,812,381. xyxy=(255,865,383,874)
column-7 xyxy=(1436,55,1655,1956)
personal-paragraph: Dr. H. Nathan left for the south last night. xyxy=(1213,282,1357,292)
harbour-row xyxy=(1667,603,1881,613)
harbour-value: 145,353 xyxy=(1854,476,1881,486)
